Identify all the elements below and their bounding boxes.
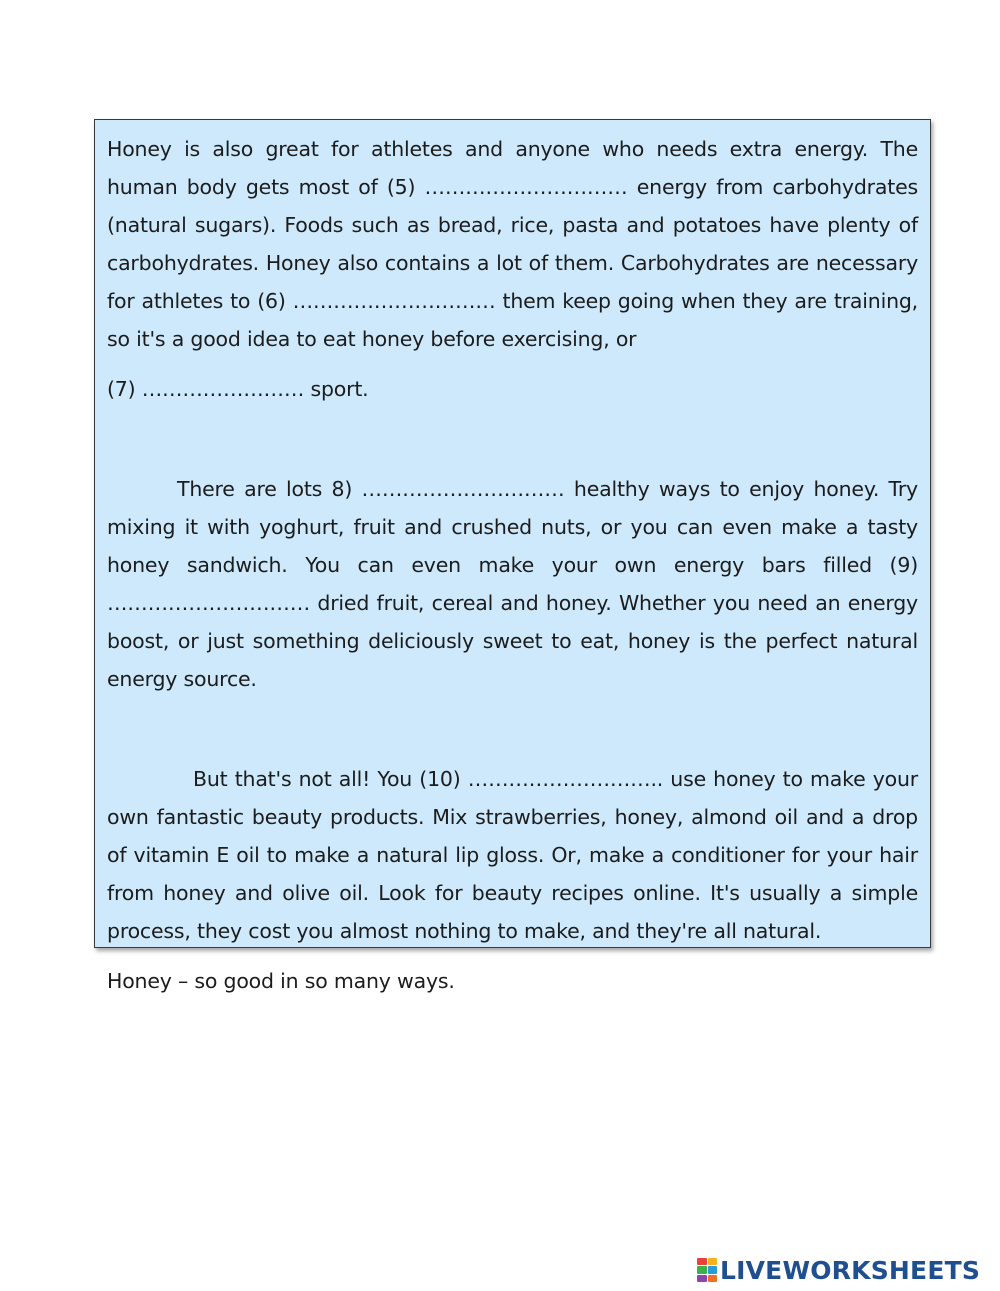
paragraph-healthy-ways: There are lots 8) ………………………… healthy ways to enjoy honey. Try mixing it with yoghurt, fruit and crushed nuts, or you can even make a tasty honey sandwich. You can even make your own energy bars filled (9) ………………………… dried fruit, cereal and honey. Whether you need an energy boost, or just something deliciously sweet to eat, honey is the perfect natural energy source. bbox=[107, 477, 918, 691]
liveworksheets-logo-icon bbox=[697, 1258, 717, 1282]
reading-text-box bbox=[94, 119, 931, 993]
logo-text: LIVEWORKSHEETS bbox=[720, 1255, 981, 1285]
liveworksheets-logo bbox=[697, 1255, 980, 1285]
paragraph-athletes: Honey is also great for athletes and anyone who needs extra energy. The human body gets most of (5) ………………………… energy from carbohydrates (natural sugars). Foods such as bread, rice, pasta and potatoes have plenty of carbohydrates. Honey also contains a lot of them. Carbohydrates are necessary for athletes to (6) ………………………… them keep going when they are training, so it's a good idea to eat honey before exercising, or bbox=[107, 137, 918, 351]
paragraph-sport: (7) …………………… sport. bbox=[107, 377, 369, 401]
paragraph-beauty-products: But that's not all! You (10) ……………………….. use honey to make your own fantastic beauty products. Mix strawberries, honey, almond oil and a drop of vitamin E oil to make a natural lip gloss. Or, make a conditioner for your hair from honey and olive oil. Look for beauty recipes online. It's usually a simple process, they cost you almost nothing to make, and they're all natural. bbox=[107, 767, 918, 943]
paragraph-closing: Honey – so good in so many ways. bbox=[107, 969, 455, 993]
